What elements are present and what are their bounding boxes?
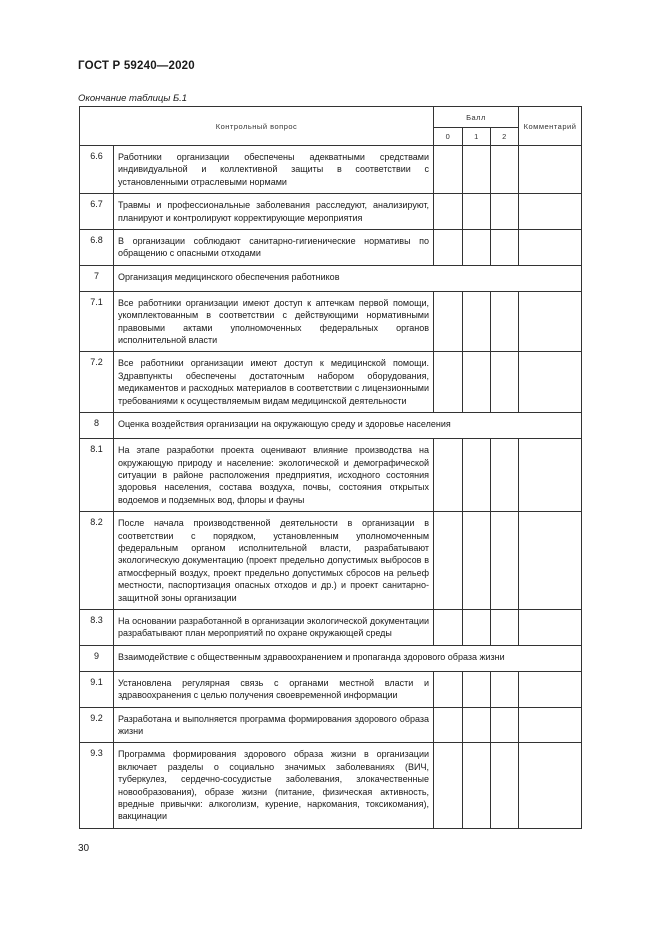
score-2-cell bbox=[491, 512, 519, 610]
question-text: Работники организации обеспечены адекватными средствами индивидуальной и коллективной защиты в соответствии с установленными отраслевыми нормами bbox=[114, 146, 434, 194]
table-row bbox=[80, 146, 582, 194]
page-number: 30 bbox=[78, 843, 90, 854]
score-0-cell bbox=[434, 352, 463, 413]
score-0-cell bbox=[434, 291, 463, 352]
table-row bbox=[80, 230, 582, 266]
score-1-cell bbox=[463, 707, 491, 743]
question-text: Все работники организации имеют доступ к аптечкам первой помощи, укомплектованным в соответствии с действующими нормативными правовыми актами уполномоченных федеральных органов исполнительной власти bbox=[114, 291, 434, 352]
column-header-comment: Комментарий bbox=[519, 107, 582, 146]
section-title: Организация медицинского обеспечения работников bbox=[114, 265, 582, 291]
score-0-cell bbox=[434, 230, 463, 266]
table-body bbox=[80, 146, 582, 829]
checklist-table bbox=[79, 106, 582, 829]
score-2-cell bbox=[491, 707, 519, 743]
score-1-cell bbox=[463, 609, 491, 645]
score-2-cell bbox=[491, 439, 519, 512]
table-row bbox=[80, 671, 582, 707]
score-2-cell bbox=[491, 146, 519, 194]
score-1-cell bbox=[463, 291, 491, 352]
question-text: Все работники организации имеют доступ к медицинской помощи. Здравпункты обеспечены достаточным набором оборудования, медикаментов и расходных материалов в соответствии с лицензионными требованиями к осуществляемым видам медицинской деятельности bbox=[114, 352, 434, 413]
row-number: 6.7 bbox=[80, 194, 114, 230]
score-2-cell bbox=[491, 352, 519, 413]
comment-cell bbox=[519, 743, 582, 828]
score-1-cell bbox=[463, 352, 491, 413]
row-number: 6.8 bbox=[80, 230, 114, 266]
document-id: ГОСТ Р 59240—2020 bbox=[78, 60, 195, 72]
comment-cell bbox=[519, 439, 582, 512]
comment-cell bbox=[519, 146, 582, 194]
comment-cell bbox=[519, 352, 582, 413]
column-header-score: Балл bbox=[434, 107, 519, 128]
comment-cell bbox=[519, 230, 582, 266]
question-text: После начала производственной деятельности в организации в соответствии с порядком, установленным уполномоченным федеральным органом исполнительной власти, разрабатывают экологическую документацию (проект предельно допустимых выбросов в атмосферный воздух, проект предельно допустимых сбросов на рельеф местности, паспортизация опасных отходов и др.) и проект санитарно-защитной зоны организации bbox=[114, 512, 434, 610]
row-number: 8.2 bbox=[80, 512, 114, 610]
comment-cell bbox=[519, 609, 582, 645]
row-number: 9 bbox=[80, 645, 114, 671]
column-header-question: Контрольный вопрос bbox=[80, 107, 434, 146]
score-1-cell bbox=[463, 743, 491, 828]
score-2-cell bbox=[491, 671, 519, 707]
comment-cell bbox=[519, 194, 582, 230]
score-0-cell bbox=[434, 743, 463, 828]
comment-cell bbox=[519, 671, 582, 707]
table-row bbox=[80, 707, 582, 743]
table-row bbox=[80, 743, 582, 828]
score-2-cell bbox=[491, 743, 519, 828]
score-1-cell bbox=[463, 230, 491, 266]
row-number: 7 bbox=[80, 265, 114, 291]
table-row bbox=[80, 609, 582, 645]
question-text: Установлена регулярная связь с органами местной власти и здравоохранения с целью получения своевременной информации bbox=[114, 671, 434, 707]
question-text: На этапе разработки проекта оценивают влияние производства на окружающую природу и население: экологической и демографической ситуации в районе расположения предприятия, исходного состояния здоровья населения, состава воздуха, почвы, состояния открытых водоемов и подземных вод, флоры и фауны bbox=[114, 439, 434, 512]
score-2-cell bbox=[491, 194, 519, 230]
row-number: 8.1 bbox=[80, 439, 114, 512]
score-1-cell bbox=[463, 671, 491, 707]
question-text: Разработана и выполняется программа формирования здорового образа жизни bbox=[114, 707, 434, 743]
section-title: Оценка воздействия организации на окружающую среду и здоровье населения bbox=[114, 413, 582, 439]
question-text: Травмы и профессиональные заболевания расследуют, анализируют, планируют и контролируют корректирующие мероприятия bbox=[114, 194, 434, 230]
score-0-cell bbox=[434, 439, 463, 512]
row-number: 8 bbox=[80, 413, 114, 439]
score-2-cell bbox=[491, 609, 519, 645]
score-1-cell bbox=[463, 439, 491, 512]
comment-cell bbox=[519, 512, 582, 610]
table-caption: Окончание таблицы Б.1 bbox=[78, 93, 188, 104]
section-row bbox=[80, 265, 582, 291]
question-text: Программа формирования здорового образа жизни в организации включает разделы о социально значимых заболеваниях (ВИЧ, туберкулез, сердечно-сосудистые заболевания, злокачественные новообразования), образе жизни (питание, физическая активность, вредные привычки: алкоголизм, курение, наркомания, токсикомания), вакцинации bbox=[114, 743, 434, 828]
score-1-cell bbox=[463, 146, 491, 194]
score-1-cell bbox=[463, 512, 491, 610]
score-1-cell bbox=[463, 194, 491, 230]
row-number: 8.3 bbox=[80, 609, 114, 645]
score-0-cell bbox=[434, 512, 463, 610]
score-0-cell bbox=[434, 609, 463, 645]
score-0-cell bbox=[434, 671, 463, 707]
score-2-cell bbox=[491, 291, 519, 352]
comment-cell bbox=[519, 707, 582, 743]
question-text: В организации соблюдают санитарно-гигиенические нормативы по обращению с опасными отходами bbox=[114, 230, 434, 266]
comment-cell bbox=[519, 291, 582, 352]
score-header-1: 1 bbox=[463, 128, 491, 146]
row-number: 6.6 bbox=[80, 146, 114, 194]
row-number: 9.3 bbox=[80, 743, 114, 828]
score-0-cell bbox=[434, 146, 463, 194]
row-number: 9.2 bbox=[80, 707, 114, 743]
table-row bbox=[80, 291, 582, 352]
score-0-cell bbox=[434, 194, 463, 230]
row-number: 9.1 bbox=[80, 671, 114, 707]
score-2-cell bbox=[491, 230, 519, 266]
section-row bbox=[80, 645, 582, 671]
section-title: Взаимодействие с общественным здравоохранением и пропаганда здорового образа жизни bbox=[114, 645, 582, 671]
table-row bbox=[80, 194, 582, 230]
score-header-2: 2 bbox=[491, 128, 519, 146]
table-row bbox=[80, 439, 582, 512]
section-row bbox=[80, 413, 582, 439]
row-number: 7.1 bbox=[80, 291, 114, 352]
score-header-0: 0 bbox=[434, 128, 463, 146]
score-0-cell bbox=[434, 707, 463, 743]
row-number: 7.2 bbox=[80, 352, 114, 413]
table-row bbox=[80, 512, 582, 610]
question-text: На основании разработанной в организации экологической документации разрабатывают план мероприятий по охране окружающей среды bbox=[114, 609, 434, 645]
table-row bbox=[80, 352, 582, 413]
